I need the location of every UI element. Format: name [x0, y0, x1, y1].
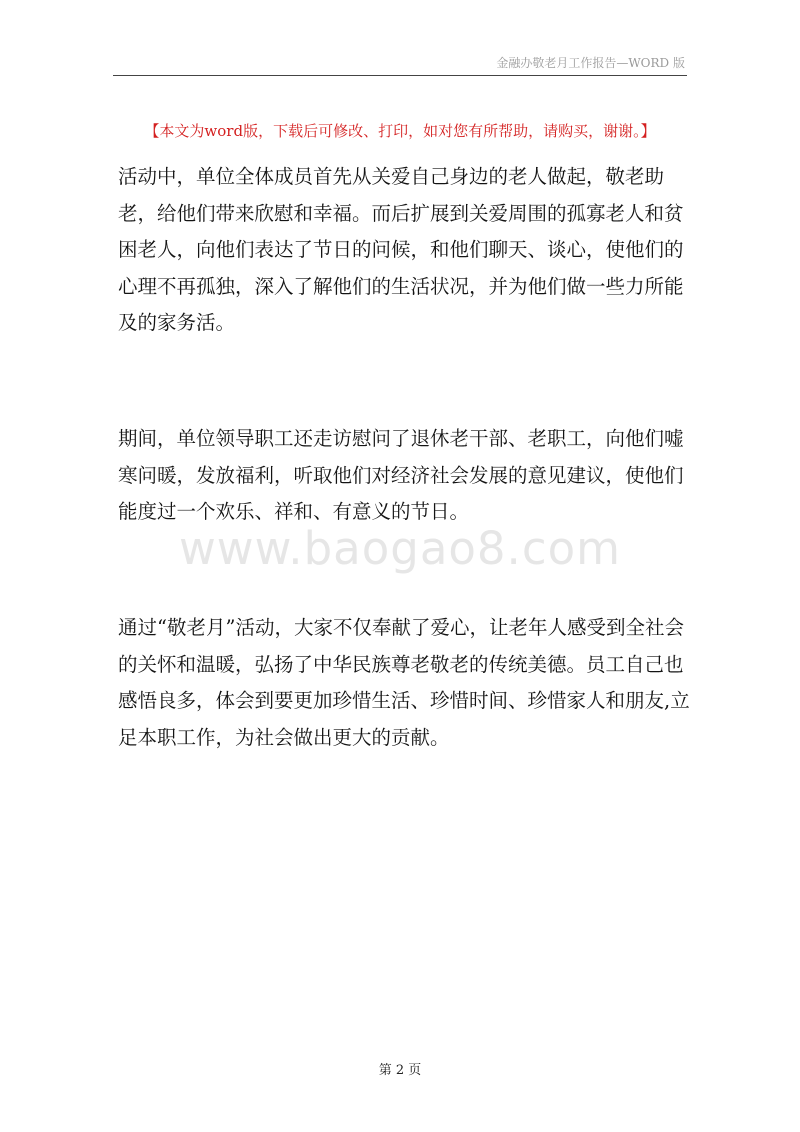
paragraph-summary: 通过“敬老月”活动，大家不仅奉献了爱心，让老年人感受到全社会的关怀和温暖，弘扬了中华民族尊老敬老的传统美德。员工自己也感悟良多，体会到要更加珍惜生活、珍惜时间、珍惜家人和朋友,立足本职工作，为社会做出更大的贡献。	[118, 616, 690, 749]
watermark: www.baogao8.com	[179, 522, 621, 575]
header-divider	[113, 75, 687, 76]
paragraph-activities: 活动中，单位全体成员首先从关爱自己身边的老人做起，敬老助老，给他们带来欣慰和幸福。而后扩展到关爱周围的孤寡老人和贫困老人，向他们表达了节日的问候，和他们聊天、谈心，使他们的心理不再孤独，深入了解他们的生活状况，并为他们做一些力所能及的家务活。	[118, 165, 684, 334]
purchase-notice: 【本文为word版，下载后可修改、打印，如对您有所帮助，请购买，谢谢。】	[144, 122, 656, 140]
paragraph-visits: 期间，单位领导职工还走访慰问了退休老干部、老职工，向他们嘘寒问暖，发放福利，听取他们对经济社会发展的意见建议，使他们能度过一个欢乐、祥和、有意义的节日。	[118, 427, 684, 523]
header-title: 金融办敬老月工作报告—WORD 版	[496, 56, 685, 70]
page-number: 第 2 页	[378, 1063, 422, 1078]
